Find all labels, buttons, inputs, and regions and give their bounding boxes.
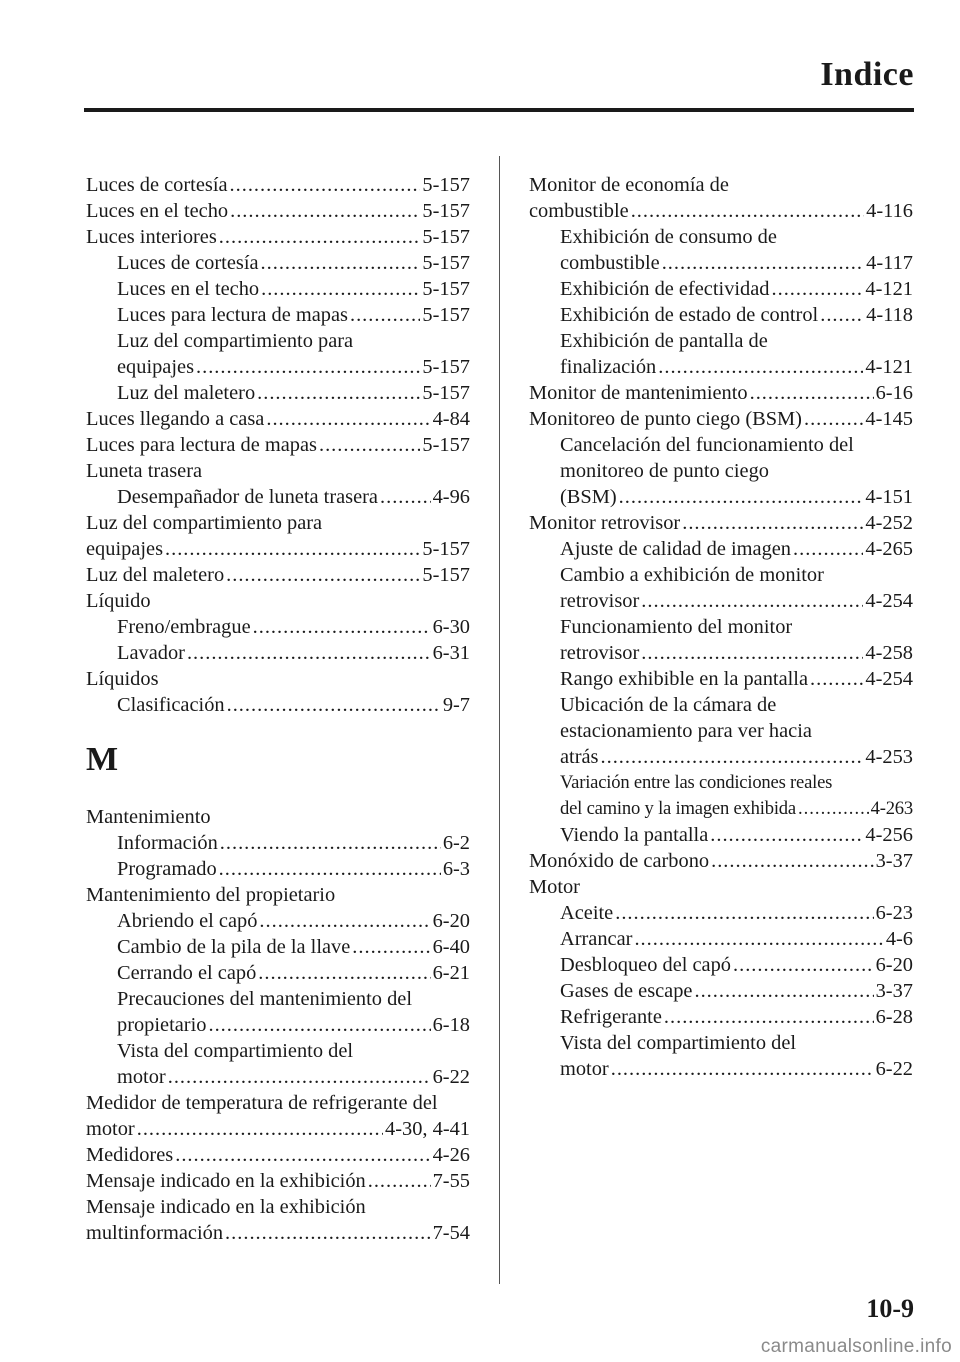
dot-leader	[662, 250, 864, 276]
entry-page-ref: 7-54	[432, 1222, 470, 1244]
index-entry-line	[529, 458, 913, 484]
index-entry	[529, 640, 913, 666]
entry-text: retrovisor	[560, 642, 640, 664]
entry-page-ref: 4-84	[432, 408, 470, 430]
entry-page-ref: 6-31	[432, 642, 470, 664]
index-entry	[529, 380, 913, 406]
entry-page-ref: 6-28	[875, 1006, 913, 1028]
entry-text: Luces para lectura de mapas	[117, 304, 348, 326]
entry-text: Mensaje indicado en la exhibición	[86, 1196, 366, 1218]
entry-page-ref: 6-22	[875, 1058, 913, 1080]
dot-leader	[165, 536, 420, 562]
index-entry	[529, 978, 913, 1004]
entry-text: Luces en el techo	[117, 278, 260, 300]
index-entry	[86, 1012, 470, 1038]
entry-text: Abriendo el capó	[117, 910, 258, 932]
index-entry	[86, 640, 470, 666]
index-entry-line	[86, 458, 470, 484]
index-entry	[86, 1168, 470, 1194]
entry-text: Cerrando el capó	[117, 962, 257, 984]
entry-page-ref: 4-116	[866, 200, 913, 222]
dot-leader	[319, 432, 420, 458]
dot-leader	[225, 1220, 431, 1246]
entry-page-ref: 3-37	[875, 980, 913, 1002]
index-entry	[529, 666, 913, 692]
index-entry	[86, 276, 470, 302]
index-entry	[529, 588, 913, 614]
entry-text: Luneta trasera	[86, 460, 203, 482]
index-entry-line	[86, 1038, 470, 1064]
entry-text: Cambio de la pila de la llave	[117, 936, 351, 958]
entry-page-ref: 7-55	[432, 1170, 470, 1192]
entry-page-ref: 5-157	[422, 434, 470, 456]
index-entry	[86, 1064, 470, 1090]
dot-leader	[261, 276, 420, 302]
entry-page-ref: 4-151	[865, 486, 913, 508]
index-entry	[529, 952, 913, 978]
entry-page-ref: 6-40	[432, 936, 470, 958]
index-entry-line	[86, 510, 470, 536]
entry-text: Funcionamiento del monitor	[560, 616, 793, 638]
dot-leader	[682, 510, 863, 536]
entry-page-ref: 4-118	[866, 304, 913, 326]
index-entry-line	[86, 882, 470, 908]
entry-page-ref: 4-26	[432, 1144, 470, 1166]
index-entry	[529, 250, 913, 276]
dot-leader	[694, 978, 873, 1004]
index-entry-line	[529, 770, 913, 796]
index-entry	[86, 484, 470, 510]
entry-text: Gases de escape	[560, 980, 693, 1002]
entry-text: equipajes	[117, 356, 195, 378]
dot-leader	[710, 822, 863, 848]
dot-leader	[615, 900, 873, 926]
index-entry	[86, 354, 470, 380]
entry-text: Viendo la pantalla	[560, 824, 709, 846]
dot-leader	[634, 926, 883, 952]
dot-leader	[750, 380, 874, 406]
dot-leader	[257, 380, 420, 406]
index-entry	[86, 830, 470, 856]
entry-text: Luces llegando a casa	[86, 408, 265, 430]
index-entry-line	[529, 562, 913, 588]
entry-text: Monitoreo de punto ciego (BSM)	[529, 408, 802, 430]
dot-leader	[368, 1168, 431, 1194]
column-divider	[499, 156, 500, 1284]
index-entry	[86, 960, 470, 986]
entry-text: estacionamiento para ver hacia	[560, 720, 812, 742]
dot-leader	[804, 406, 863, 432]
entry-page-ref: 5-157	[422, 226, 470, 248]
entry-page-ref: 6-30	[432, 616, 470, 638]
index-entry	[86, 1116, 470, 1142]
entry-page-ref: 4-252	[865, 512, 913, 534]
index-entry	[529, 796, 913, 822]
index-entry	[529, 1004, 913, 1030]
entry-page-ref: 4-263	[870, 798, 913, 819]
entry-page-ref: 4-96	[432, 486, 470, 508]
index-entry	[529, 510, 913, 536]
index-entry	[86, 198, 470, 224]
entry-text: Cancelación del funcionamiento del	[560, 434, 854, 456]
entry-text: Luces de cortesía	[117, 252, 259, 274]
header-rule	[84, 108, 914, 112]
entry-page-ref: 6-22	[432, 1066, 470, 1088]
dot-leader	[641, 588, 863, 614]
entry-page-ref: 6-2	[442, 832, 470, 854]
dot-leader	[219, 856, 441, 882]
index-entry	[86, 406, 470, 432]
dot-leader	[261, 250, 421, 276]
watermark: carmanualsonline.info	[760, 1336, 952, 1357]
entry-text: Mantenimiento del propietario	[86, 884, 336, 906]
entry-text: Mensaje indicado en la exhibición	[86, 1170, 366, 1192]
entry-text: equipajes	[86, 538, 164, 560]
entry-text: Luz del compartimiento para	[117, 330, 354, 352]
entry-page-ref: 5-157	[422, 304, 470, 326]
dot-leader	[352, 934, 430, 960]
entry-page-ref: 6-16	[875, 382, 913, 404]
entry-page-ref: 4-121	[865, 356, 913, 378]
entry-page-ref: 5-157	[422, 200, 470, 222]
dot-leader	[772, 276, 864, 302]
entry-text: Precauciones del mantenimiento del	[117, 988, 412, 1010]
index-entry	[86, 614, 470, 640]
entry-text: Exhibición de consumo de	[560, 226, 777, 248]
dot-leader	[230, 172, 421, 198]
entry-page-ref: 6-21	[432, 962, 470, 984]
entry-text: combustible	[529, 200, 629, 222]
dot-leader	[664, 1004, 874, 1030]
index-entry	[86, 172, 470, 198]
dot-leader	[266, 406, 430, 432]
entry-page-ref: 5-157	[422, 382, 470, 404]
index-entry-line	[86, 986, 470, 1012]
dot-leader	[641, 640, 863, 666]
dot-leader	[631, 198, 864, 224]
entry-page-ref: 6-20	[875, 954, 913, 976]
index-entry	[86, 1220, 470, 1246]
entry-text: Desempañador de luneta trasera	[117, 486, 378, 508]
entry-page-ref: 5-157	[422, 252, 470, 274]
entry-page-ref: 4-117	[866, 252, 913, 274]
entry-text: motor	[86, 1118, 135, 1140]
dot-leader	[168, 1064, 431, 1090]
entry-text: Medidor de temperatura de refrigerante del	[86, 1092, 438, 1114]
index-entry-line	[529, 224, 913, 250]
entry-text: Luces interiores	[86, 226, 217, 248]
index-entry-line	[529, 614, 913, 640]
entry-text: Luz del compartimiento para	[86, 512, 323, 534]
index-entry	[86, 250, 470, 276]
index-entry	[86, 432, 470, 458]
index-entry-line	[529, 692, 913, 718]
index-column-left	[86, 172, 470, 1246]
index-entry	[86, 562, 470, 588]
index-entry	[529, 1056, 913, 1082]
index-entry	[86, 692, 470, 718]
entry-text: Freno/embrague	[117, 616, 251, 638]
entry-text: atrás	[560, 746, 599, 768]
entry-page-ref: 6-20	[432, 910, 470, 932]
entry-text: Arrancar	[560, 928, 633, 950]
section-letter: M	[86, 741, 119, 778]
index-entry-line	[529, 874, 913, 900]
index-entry-line	[86, 666, 470, 692]
entry-text: Información	[117, 832, 218, 854]
dot-leader	[380, 484, 431, 510]
entry-text: combustible	[560, 252, 660, 274]
index-column-right	[529, 172, 913, 1082]
dot-leader	[230, 198, 420, 224]
index-entry	[529, 822, 913, 848]
entry-text: retrovisor	[560, 590, 640, 612]
entry-page-ref: 4-258	[865, 642, 913, 664]
entry-text: Lavador	[117, 642, 185, 664]
dot-leader	[259, 908, 430, 934]
index-entry	[529, 198, 913, 224]
entry-text: Luces para lectura de mapas	[86, 434, 317, 456]
entry-text: Monitor retrovisor	[529, 512, 681, 534]
index-entry	[529, 536, 913, 562]
entry-text: Refrigerante	[560, 1006, 662, 1028]
index-entry-line	[529, 172, 913, 198]
entry-text: propietario	[117, 1014, 207, 1036]
entry-text: Monóxido de carbono	[529, 850, 710, 872]
index-entry	[86, 380, 470, 406]
index-entry-line	[86, 328, 470, 354]
entry-text: Clasificación	[117, 694, 225, 716]
index-entry-line	[529, 328, 913, 354]
entry-page-ref: 4-30, 4-41	[385, 1118, 470, 1140]
dot-leader	[810, 666, 863, 692]
entry-text: Luz del maletero	[86, 564, 225, 586]
index-entry	[86, 302, 470, 328]
index-entry	[529, 354, 913, 380]
dot-leader	[226, 562, 420, 588]
index-entry	[529, 900, 913, 926]
entry-page-ref: 4-121	[865, 278, 913, 300]
dot-leader	[711, 848, 874, 874]
dot-leader	[137, 1116, 383, 1142]
entry-text: Luces en el techo	[86, 200, 229, 222]
entry-text: del camino y la imagen exhibida	[560, 798, 796, 819]
entry-text: (BSM)	[560, 486, 617, 508]
entry-text: Rango exhibible en la pantalla	[560, 668, 809, 690]
entry-page-ref: 4-254	[865, 590, 913, 612]
dot-leader	[733, 952, 874, 978]
entry-text: Ajuste de calidad de imagen	[560, 538, 792, 560]
dot-leader	[820, 302, 864, 328]
dot-leader	[350, 302, 420, 328]
entry-text: multinformación	[86, 1222, 224, 1244]
dot-leader	[219, 224, 421, 250]
entry-text: Mantenimiento	[86, 806, 211, 828]
entry-text: Exhibición de estado de control	[560, 304, 819, 326]
index-entry	[86, 856, 470, 882]
entry-text: Monitor de economía de	[529, 174, 729, 196]
entry-text: Líquidos	[86, 668, 159, 690]
entry-page-ref: 4-256	[865, 824, 913, 846]
entry-page-ref: 5-157	[422, 174, 470, 196]
entry-text: Variación entre las condiciones reales	[560, 772, 833, 793]
index-entry	[86, 1142, 470, 1168]
index-entry	[529, 744, 913, 770]
entry-text: motor	[117, 1066, 166, 1088]
index-entry-line	[86, 588, 470, 614]
index-entry-line	[86, 804, 470, 830]
dot-leader	[253, 614, 431, 640]
index-entry	[529, 406, 913, 432]
index-entry-line	[86, 1194, 470, 1220]
entry-text: Ubicación de la cámara de	[560, 694, 777, 716]
dot-leader	[208, 1012, 430, 1038]
index-entry	[86, 908, 470, 934]
entry-text: Luces de cortesía	[86, 174, 228, 196]
entry-page-ref: 9-7	[442, 694, 470, 716]
entry-page-ref: 5-157	[422, 538, 470, 560]
page-number: 10-9	[866, 1294, 914, 1323]
entry-text: Cambio a exhibición de monitor	[560, 564, 824, 586]
entry-page-ref: 5-157	[422, 356, 470, 378]
entry-page-ref: 4-265	[865, 538, 913, 560]
entry-text: Aceite	[560, 902, 614, 924]
entry-text: Líquido	[86, 590, 151, 612]
entry-text: finalización	[560, 356, 657, 378]
dot-leader	[175, 1142, 430, 1168]
index-entry	[529, 276, 913, 302]
dot-leader	[601, 744, 864, 770]
entry-text: monitoreo de punto ciego	[560, 460, 769, 482]
entry-text: Medidores	[86, 1144, 174, 1166]
dot-leader	[619, 484, 864, 510]
entry-text: Programado	[117, 858, 217, 880]
index-entry	[529, 926, 913, 952]
index-entry	[529, 302, 913, 328]
dot-leader	[658, 354, 863, 380]
entry-text: Vista del compartimiento del	[117, 1040, 354, 1062]
index-entry	[86, 224, 470, 250]
entry-page-ref: 3-37	[875, 850, 913, 872]
index-entry-line	[529, 718, 913, 744]
entry-page-ref: 5-157	[422, 278, 470, 300]
entry-text: Monitor de mantenimiento	[529, 382, 748, 404]
dot-leader	[611, 1056, 874, 1082]
dot-leader	[196, 354, 420, 380]
index-entry-line	[529, 1030, 913, 1056]
index-entry	[529, 484, 913, 510]
entry-text: Exhibición de efectividad	[560, 278, 770, 300]
entry-text: Vista del compartimiento del	[560, 1032, 797, 1054]
dot-leader	[220, 830, 441, 856]
entry-page-ref: 4-253	[865, 746, 913, 768]
index-entry	[529, 848, 913, 874]
dot-leader	[187, 640, 431, 666]
entry-text: Desbloqueo del capó	[560, 954, 732, 976]
entry-page-ref: 5-157	[422, 564, 470, 586]
index-entry	[86, 934, 470, 960]
entry-text: Exhibición de pantalla de	[560, 330, 768, 352]
page-title: Indice	[820, 56, 914, 93]
entry-text: Luz del maletero	[117, 382, 256, 404]
entry-page-ref: 4-254	[865, 668, 913, 690]
entry-page-ref: 4-6	[885, 928, 913, 950]
dot-leader	[793, 536, 863, 562]
entry-page-ref: 6-3	[442, 858, 470, 880]
entry-page-ref: 4-145	[865, 408, 913, 430]
dot-leader	[798, 796, 869, 822]
index-entry-line	[86, 1090, 470, 1116]
entry-page-ref: 6-18	[432, 1014, 470, 1036]
entry-page-ref: 6-23	[875, 902, 913, 924]
dot-leader	[258, 960, 430, 986]
index-entry	[86, 536, 470, 562]
entry-text: motor	[560, 1058, 609, 1080]
entry-text: Motor	[529, 876, 580, 898]
dot-leader	[227, 692, 441, 718]
index-entry-line	[529, 432, 913, 458]
